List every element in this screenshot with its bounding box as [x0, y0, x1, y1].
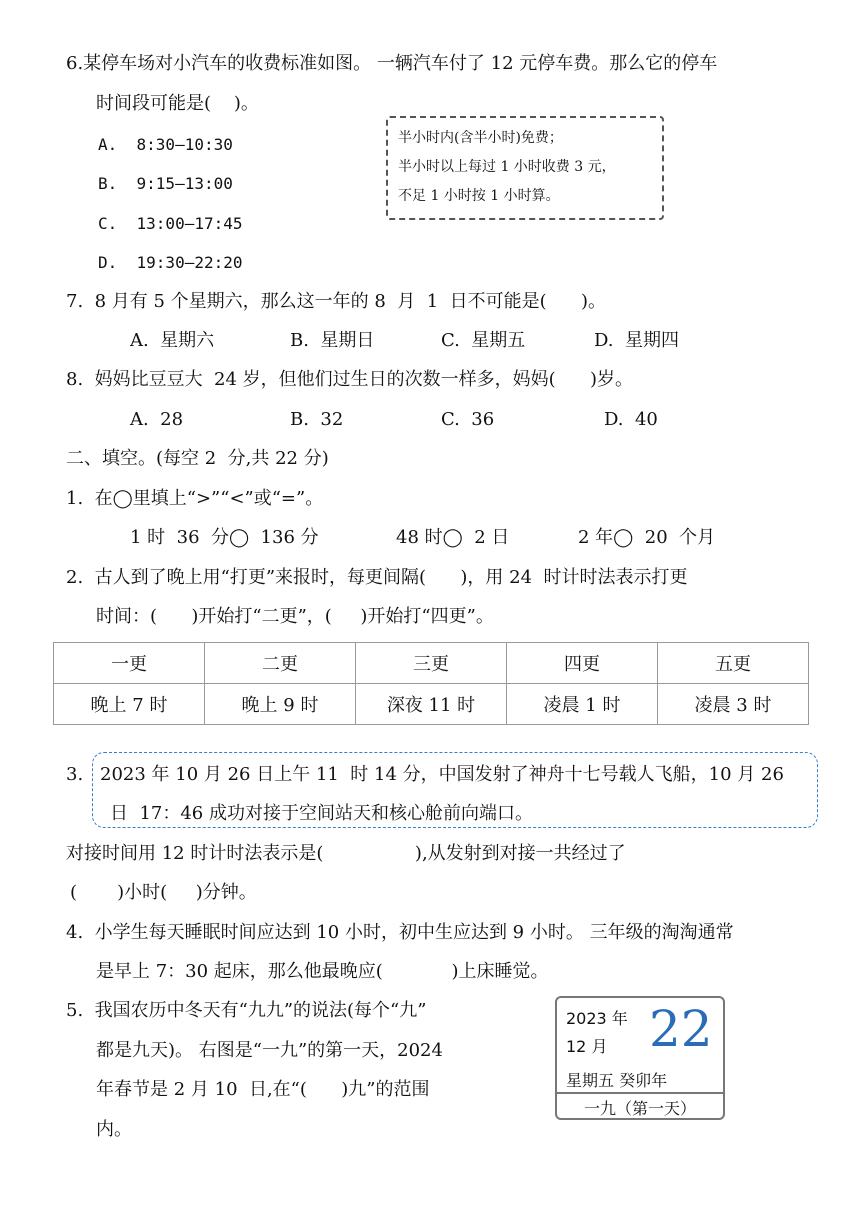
calendar-year: 2023 年 — [566, 1009, 628, 1028]
fill5-line1: 5. 我国农历中冬天有“九九”的说法(每个“九” — [66, 1000, 427, 1021]
calendar-footer: 一九（第一天） — [583, 1099, 696, 1118]
fill1-item: 1 时 36 分◯ 136 分 — [130, 527, 319, 548]
fill2-stem-line1: 2. 古人到了晚上用“打更”来报时，每更间隔( )，用 24 时计时法表示打更 — [66, 567, 688, 588]
table-header-cell: 二更 — [205, 643, 356, 684]
q6-option-a: A. 8:30—10:30 — [98, 135, 233, 154]
fill2-stem-line2: 时间：( )开始打“二更”，( )开始打“四更”。 — [96, 606, 494, 627]
table-cell: 凌晨 1 时 — [507, 684, 658, 725]
fill4-line1: 4. 小学生每天睡眠时间应达到 10 小时，初中生应达到 9 小时。 三年级的淘淘通常 — [66, 922, 734, 943]
q8-option-c: C. 36 — [441, 409, 495, 430]
fill1-item: 2 年◯ 20 个月 — [578, 527, 716, 548]
fill1-stem: 1. 在◯里填上“>”“<”或“=”。 — [66, 488, 324, 509]
q8-option-d: D. 40 — [604, 409, 658, 430]
q6-option-c: C. 13:00—17:45 — [98, 214, 243, 233]
calendar-month: 12 月 — [566, 1037, 608, 1056]
q8-stem: 8. 妈妈比豆豆大 24 岁，但他们过生日的次数一样多，妈妈( )岁。 — [66, 369, 634, 390]
parking-fee-notice — [386, 116, 664, 220]
fill1-item: 48 时◯ 2 日 — [396, 527, 510, 548]
notice-line: 不足 1 小时按 1 小时算。 — [398, 188, 560, 204]
q8-option-b: B. 32 — [290, 409, 344, 430]
q7-option-b: B. 星期日 — [290, 330, 375, 351]
table-header-cell: 一更 — [54, 643, 205, 684]
q6-stem-line1: 6.某停车场对小汽车的收费标准如图。 一辆汽车付了 12 元停车费。那么它的停车 — [66, 53, 718, 74]
fill5-line4: 内。 — [96, 1119, 132, 1140]
q6-stem-line2: 时间段可能是( )。 — [96, 93, 259, 114]
section-heading: 二、填空。(每空 2 分,共 22 分) — [66, 448, 329, 469]
notice-line: 半小时内(含半小时)免费； — [398, 130, 563, 146]
q7-option-d: D. 星期四 — [594, 330, 679, 351]
fill3-box-line2: 日 17：46 成功对接于空间站天和核心舱前向端口。 — [110, 803, 533, 824]
q7-option-c: C. 星期五 — [441, 330, 526, 351]
notice-line: 半小时以上每过 1 小时收费 3 元， — [398, 159, 616, 175]
table-cell: 晚上 9 时 — [205, 684, 356, 725]
q8-option-a: A. 28 — [130, 409, 184, 430]
calendar-weekday: 星期五 癸卯年 — [566, 1071, 668, 1090]
fill3-number: 3. — [66, 764, 84, 785]
fill3-box-line1: 2023 年 10 月 26 日上午 11 时 14 分，中国发射了神舟十七号载人飞船，10 月 26 — [100, 764, 784, 785]
calendar-day: 22 — [649, 1000, 713, 1058]
watch-times-table — [53, 642, 809, 725]
table-cell: 凌晨 3 时 — [658, 684, 809, 725]
table-header-row — [54, 643, 809, 684]
q6-option-d: D. 19:30—22:20 — [98, 253, 243, 272]
fill3-line3: 对接时间用 12 时计时法表示是( ),从发射到对接一共经过了 — [66, 843, 626, 864]
table-row — [54, 684, 809, 725]
table-header-cell: 三更 — [356, 643, 507, 684]
fill3-line4: ( )小时( )分钟。 — [70, 882, 257, 903]
calendar-divider — [557, 1092, 723, 1094]
table-cell: 晚上 7 时 — [54, 684, 205, 725]
q7-option-a: A. 星期六 — [130, 330, 215, 351]
calendar-card — [555, 996, 725, 1120]
fill4-line2: 是早上 7：30 起床，那么他最晚应( )上床睡觉。 — [96, 961, 549, 982]
fill5-line3: 年春节是 2 月 10 日,在“( )九”的范围 — [96, 1079, 430, 1100]
table-header-cell: 五更 — [658, 643, 809, 684]
table-header-cell: 四更 — [507, 643, 658, 684]
table-cell: 深夜 11 时 — [356, 684, 507, 725]
fill5-line2: 都是九天)。 右图是“一九”的第一天，2024 — [96, 1040, 443, 1061]
q6-option-b: B. 9:15—13:00 — [98, 174, 233, 193]
q7-stem: 7. 8 月有 5 个星期六，那么这一年的 8 月 1 日不可能是( )。 — [66, 291, 607, 312]
